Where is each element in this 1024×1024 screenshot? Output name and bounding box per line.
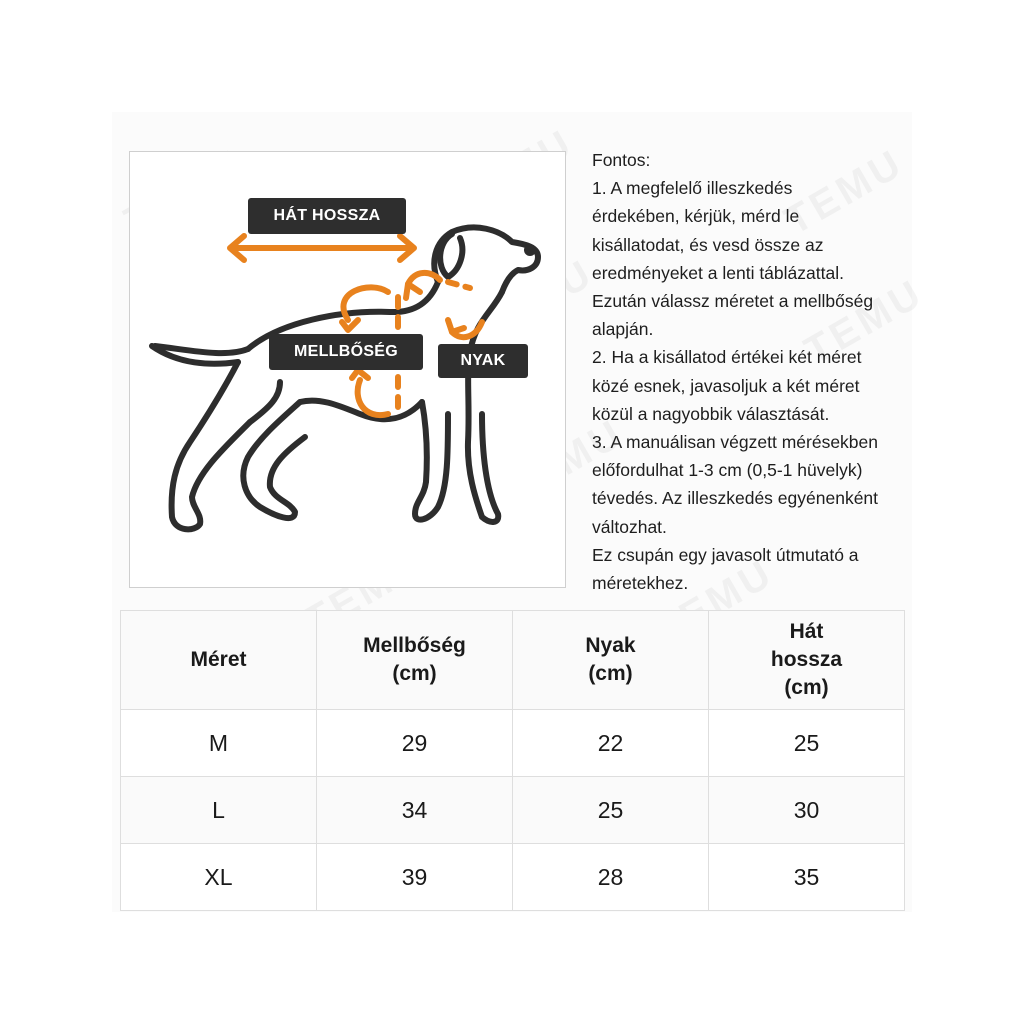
chest-label: MELLBŐSÉG (269, 334, 423, 370)
cell-back-length: 25 (709, 710, 905, 777)
notes-line: méretekhez. (592, 573, 689, 594)
table-row (121, 844, 905, 911)
header-text: Mellbőség (363, 634, 466, 657)
cell-size: L (121, 777, 317, 844)
dog-nose (524, 244, 536, 256)
notes-line: Ezután válassz méretet a mellbőség (592, 291, 874, 312)
table-row (121, 777, 905, 844)
notes-line: eredményeket a lenti táblázattal. (592, 262, 844, 283)
header-chest (317, 611, 513, 710)
header-text: hossza (770, 648, 843, 671)
notes-line: Ez csupán egy javasolt útmutató a (592, 544, 859, 565)
notes-line: előfordulhat 1-3 cm (0,5-1 hüvelyk) (592, 460, 863, 481)
header-unit: (cm) (392, 662, 437, 685)
notes-line: közül a nagyobbik választását. (592, 403, 830, 424)
notes-line: Fontos: (592, 150, 651, 170)
notes-line: alapján. (592, 319, 654, 340)
size-table (120, 610, 905, 911)
cell-chest: 34 (317, 777, 513, 844)
table-row (121, 710, 905, 777)
cell-neck: 25 (513, 777, 709, 844)
header-size (121, 611, 317, 710)
cell-size: M (121, 710, 317, 777)
cell-chest: 29 (317, 710, 513, 777)
dog-hind-leg (172, 362, 250, 529)
header-text: Méret (190, 648, 247, 671)
notes-line: változhat. (592, 516, 667, 537)
notes-line: tévedés. Az illeszkedés egyénenként (592, 488, 879, 509)
header-back-length (709, 611, 905, 710)
cell-back-length: 35 (709, 844, 905, 911)
dog-ear (440, 234, 462, 277)
header-neck (513, 611, 709, 710)
back-length-label: HÁT HOSSZA (248, 198, 406, 234)
notes-line: 3. A manuálisan végzett mérésekben (592, 432, 879, 453)
dog-tail (155, 346, 248, 353)
dog-front-leg (415, 402, 448, 520)
sizing-notes (592, 146, 914, 597)
cell-size: XL (121, 844, 317, 911)
notes-line: közé esnek, javasoljuk a két méret (592, 375, 860, 396)
neck-label: NYAK (438, 344, 528, 378)
dog-measurement-diagram (129, 151, 566, 588)
notes-line: érdekében, kérjük, mérd le (592, 206, 800, 227)
notes-line: 2. Ha a kisállatod értékei két méret (592, 347, 862, 368)
header-unit: (cm) (588, 662, 633, 685)
cell-neck: 22 (513, 710, 709, 777)
cell-neck: 28 (513, 844, 709, 911)
cell-chest: 39 (317, 844, 513, 911)
table-header-row (121, 611, 905, 710)
notes-line: 1. A megfelelő illeszkedés (592, 178, 793, 199)
header-unit: (cm) (784, 676, 829, 699)
notes-line: kisállatodat, és vesd össze az (592, 234, 824, 255)
dog-chest-front (468, 292, 502, 522)
header-text: Nyak (585, 634, 636, 657)
cell-back-length: 30 (709, 777, 905, 844)
header-text: Hát (789, 620, 824, 643)
